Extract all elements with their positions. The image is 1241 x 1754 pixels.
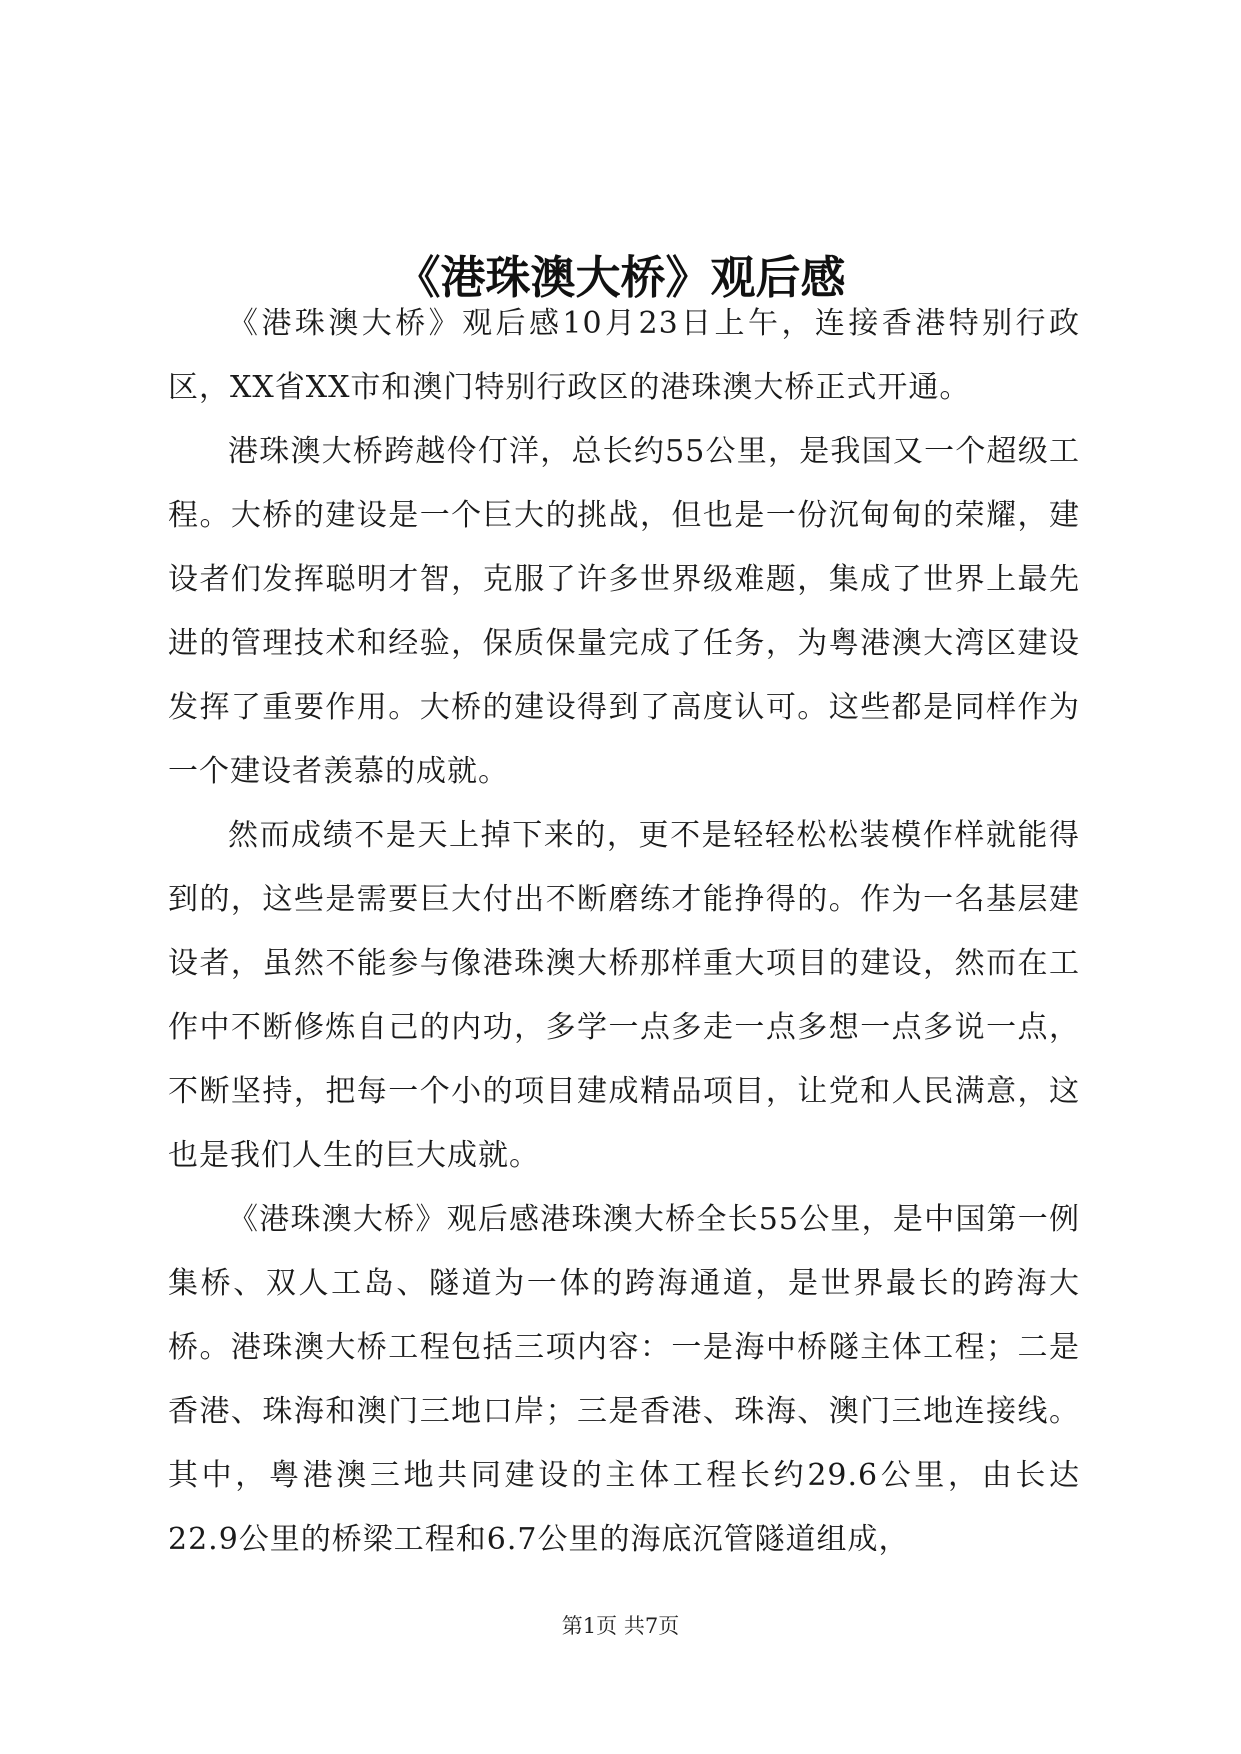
document-body [168,292,1080,1572]
paragraph-2: 港珠澳大桥跨越伶仃洋，总长约55公里，是我国又一个超级工程。大桥的建设是一个巨大的挑战，但也是一份沉甸甸的荣耀，建设者们发挥聪明才智，克服了许多世界级难题，集成了世界上最先进的管理技术和经验，保质保量完成了任务，为粤港澳大湾区建设发挥了重要作用。大桥的建设得到了高度认可。这些都是同样作为一个建设者羡慕的成就。 [168,434,1080,789]
paragraph-3: 然而成绩不是天上掉下来的，更不是轻轻松松装模作样就能得到的，这些是需要巨大付出不断磨练才能挣得的。作为一名基层建设者，虽然不能参与像港珠澳大桥那样重大项目的建设，然而在工作中不断修炼自己的内功，多学一点多走一点多想一点多说一点，不断坚持，把每一个小的项目建成精品项目，让党和人民满意，这也是我们人生的巨大成就。 [168,818,1080,1173]
document-title: 《港珠澳大桥》观后感 [395,251,846,305]
page-number-footer: 第1页 共7页 [561,1614,680,1638]
paragraph-4: 《港珠澳大桥》观后感港珠澳大桥全长55公里，是中国第一例集桥、双人工岛、隧道为一体的跨海通道，是世界最长的跨海大桥。港珠澳大桥工程包括三项内容：一是海中桥隧主体工程；二是香港、珠海和澳门三地口岸；三是香港、珠海、澳门三地连接线。其中，粤港澳三地共同建设的主体工程长约29.6公里，由长达22.9公里的桥梁工程和6.7公里的海底沉管隧道组成， [168,1202,1080,1557]
paragraph-1: 《港珠澳大桥》观后感10月23日上午，连接香港特别行政区，XX省XX市和澳门特别行政区的港珠澳大桥正式开通。 [168,306,1080,405]
